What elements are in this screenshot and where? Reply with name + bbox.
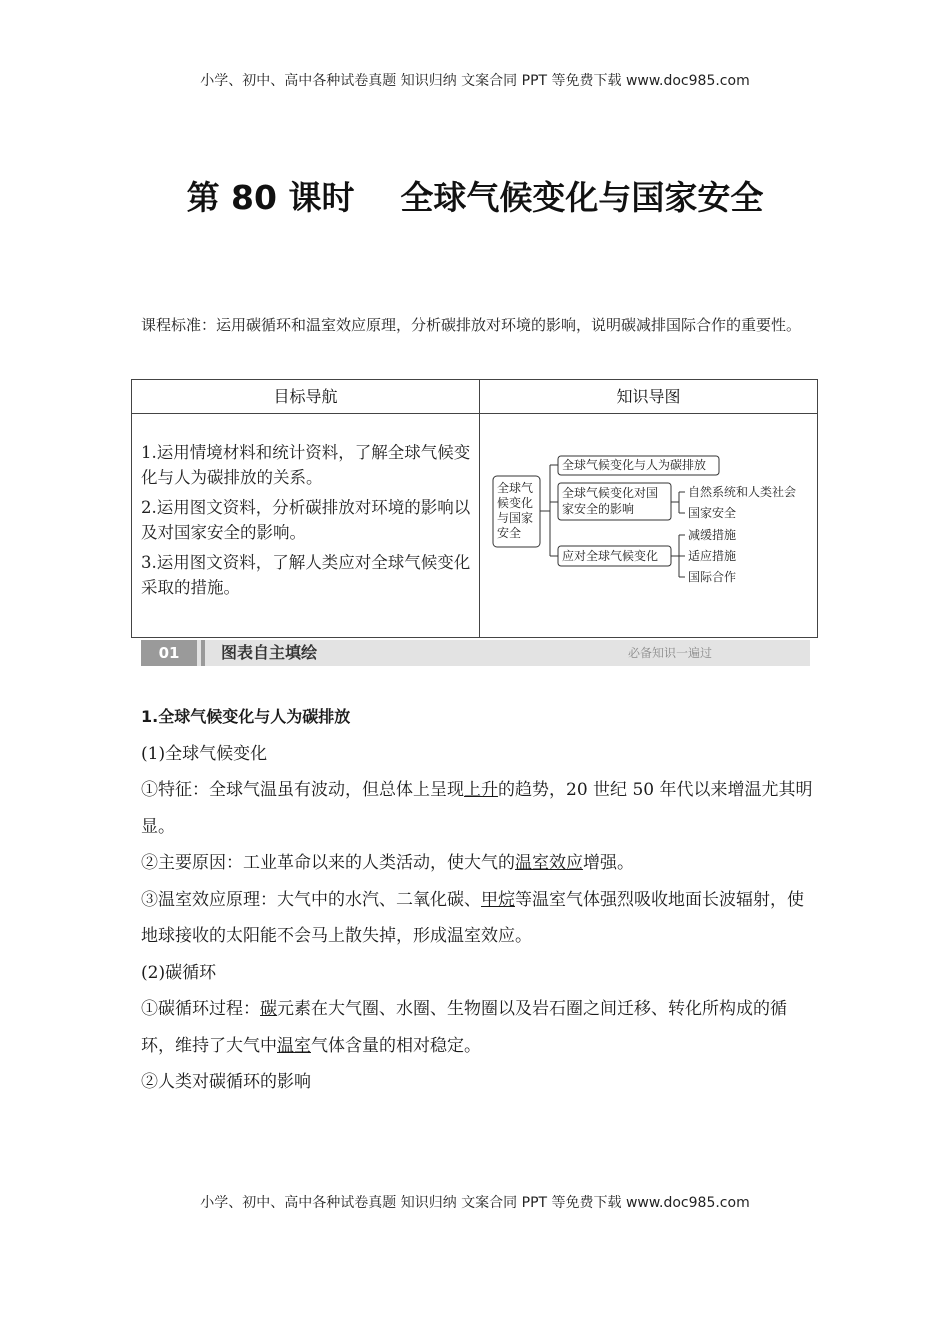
mindmap-leaf: 国家安全 — [688, 506, 737, 520]
answer-blank: 温室效应 — [515, 853, 583, 873]
banner-number: 01 — [141, 640, 197, 666]
mindmap-node2-line: 全球气候变化对国 — [562, 486, 659, 500]
mindmap-leaf: 自然系统和人类社会 — [688, 485, 797, 499]
mindmap-leaf: 适应措施 — [688, 549, 737, 563]
page-title: 第 80 课时 全球气候变化与国家安全 — [186, 178, 764, 217]
answer-blank: 温室 — [277, 1035, 311, 1056]
answer-blank: 碳 — [260, 999, 277, 1019]
answer-blank: 甲烷 — [481, 889, 515, 910]
banner-label: 图表自主填绘 — [221, 643, 318, 662]
paragraph — [141, 845, 816, 882]
section-banner — [141, 640, 810, 666]
mindmap-leaf: 减缓措施 — [688, 528, 737, 542]
table-divider-horizontal — [132, 413, 817, 414]
main-content — [141, 699, 816, 1101]
mindmap-root-line: 全球气 — [497, 481, 534, 495]
answer-blank: 上升 — [464, 780, 498, 800]
mindmap-root-branches — [540, 465, 558, 556]
mindmap-root-line: 候变化 — [497, 496, 534, 510]
text-run: 等温室气体强烈吸收地面长波辐射，使地球接收的太阳能不会马上散失掉，形成温室效应。 — [141, 889, 804, 946]
paragraph — [141, 772, 816, 845]
subsection-heading: (1)全球气候变化 — [141, 743, 268, 764]
mindmap-root-line: 与国家 — [497, 511, 534, 525]
page-footer: 小学、初中、高中各种试卷真题 知识归纳 文案合同 PPT 等免费下载 www.doc985.com — [200, 1195, 750, 1211]
text-run: ①特征：全球气温虽有波动，但总体上呈现 — [141, 780, 464, 800]
mindmap-header: 知识导图 — [616, 387, 681, 406]
text-run: 元素在大气圈、水圈、生物圈以及岩石圈之间迁移、转化所构成的循环，维持了大气中 — [141, 999, 787, 1056]
section-heading: 1.全球气候变化与人为碳排放 — [141, 707, 351, 726]
goal-item: 1.运用情境材料和统计资料，了解全球气候变化与人为碳排放的关系。 — [141, 443, 471, 487]
knowledge-mindmap — [480, 440, 818, 590]
text-run: 气体含量的相对稳定。 — [311, 1035, 481, 1056]
goals-list — [141, 440, 473, 605]
page-header: 小学、初中、高中各种试卷真题 知识归纳 文案合同 PPT 等免费下载 www.doc985.com — [200, 73, 750, 89]
mindmap-node3-branches — [671, 535, 685, 577]
goals-header: 目标导航 — [273, 387, 338, 406]
paragraph — [141, 882, 816, 955]
mindmap-node1: 全球气候变化与人为碳排放 — [562, 458, 707, 472]
goal-item: 2.运用图文资料，分析碳排放对环境的影响以及对国家安全的影响。 — [141, 498, 471, 542]
text-run: ②主要原因：工业革命以来的人类活动，使大气的 — [141, 853, 515, 873]
mindmap-root-line: 安全 — [497, 526, 522, 540]
goal-item: 3.运用图文资料，了解人类应对全球气候变化采取的措施。 — [141, 553, 471, 597]
subsection-heading: (2)碳循环 — [141, 962, 217, 983]
mindmap-node2-branches — [671, 492, 685, 513]
paragraph — [141, 991, 816, 1064]
curriculum-standard: 课程标准：运用碳循环和温室效应原理，分析碳排放对环境的影响，说明碳减排国际合作的重要性。 — [141, 316, 802, 334]
text-run: ③温室效应原理：大气中的水汽、二氧化碳、 — [141, 889, 481, 910]
text-run: ①碳循环过程： — [141, 999, 260, 1019]
banner-divider — [201, 640, 205, 666]
mindmap-node3: 应对全球气候变化 — [562, 549, 659, 563]
banner-tagline: 必备知识一遍过 — [627, 646, 712, 660]
mindmap-leaf: 国际合作 — [688, 570, 737, 584]
paragraph: ②人类对碳循环的影响 — [141, 1072, 311, 1092]
text-run: 增强。 — [583, 853, 634, 873]
mindmap-node2-line: 家安全的影响 — [562, 502, 635, 516]
text-run: 的趋势，20 世纪 50 年代以来增温尤其明显。 — [141, 780, 813, 837]
